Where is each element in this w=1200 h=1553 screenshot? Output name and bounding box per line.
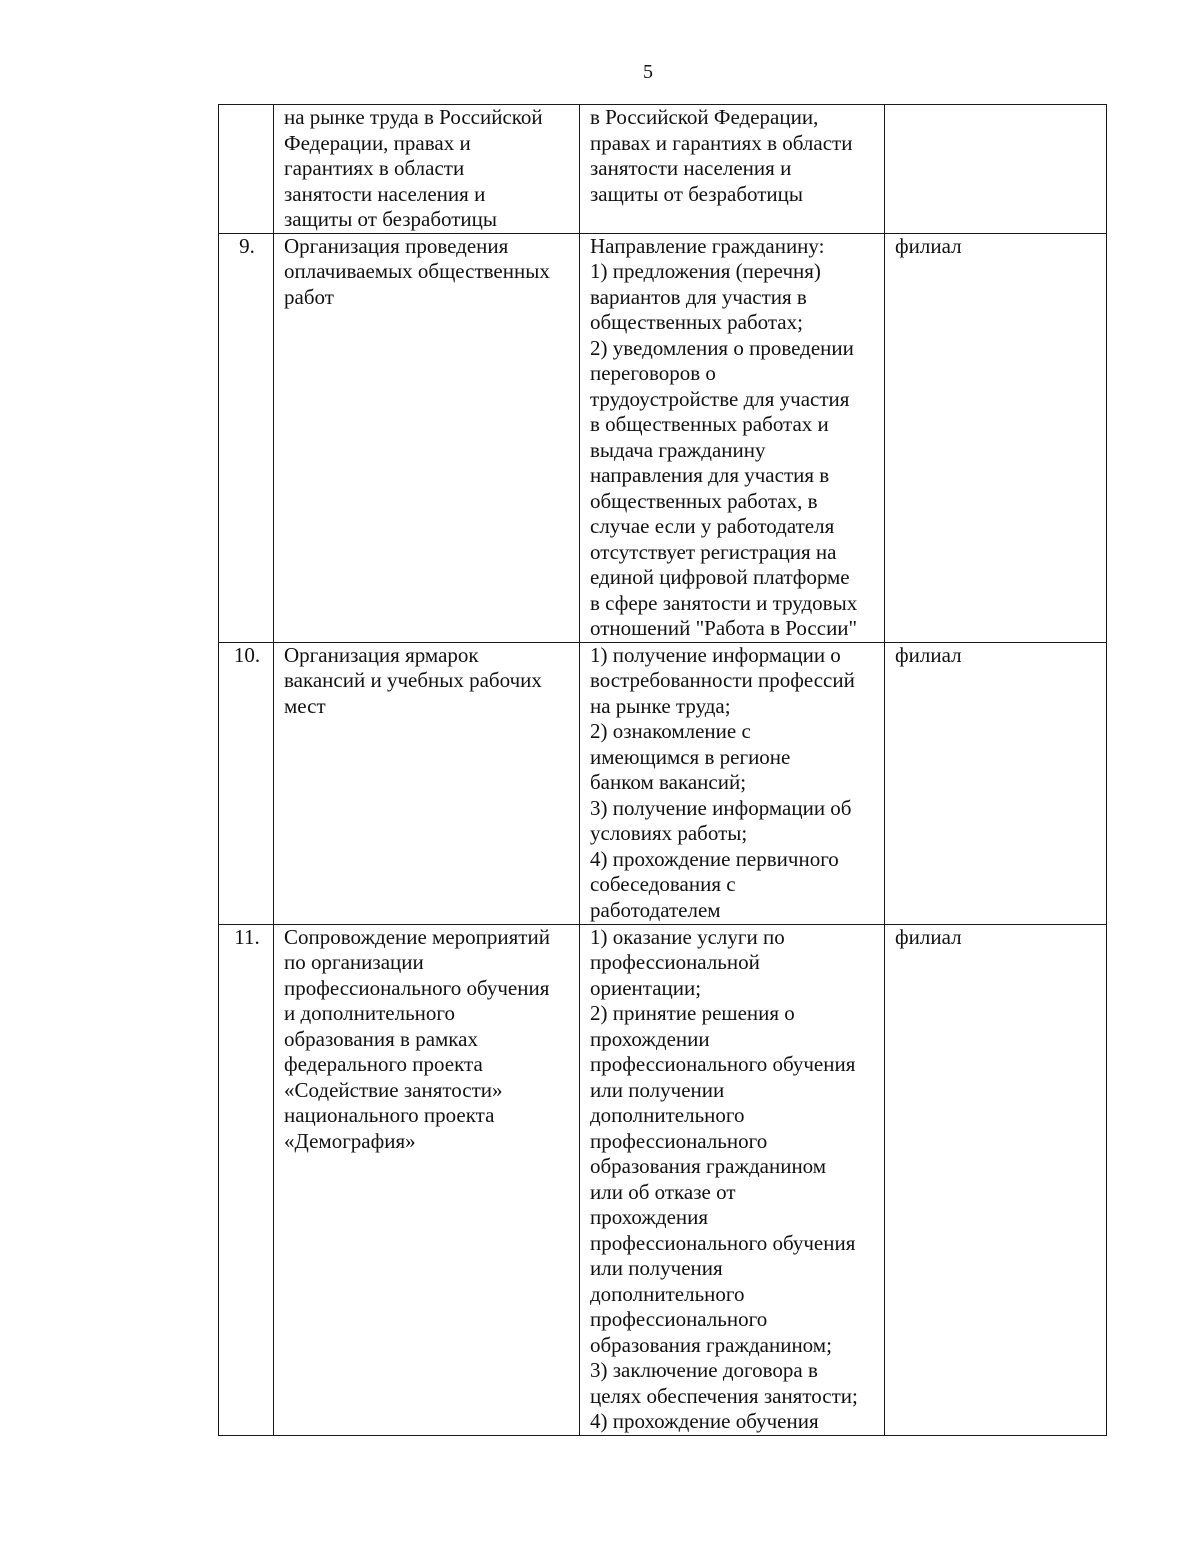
service-result-line: 3) получение информации об: [590, 795, 852, 820]
service-result-line: переговоров о: [590, 361, 716, 385]
service-name-line: на рынке труда в Российской: [284, 105, 543, 129]
service-result-line: дополнительного: [590, 1103, 745, 1127]
service-name-line: Организация ярмарок: [284, 642, 479, 667]
service-result-line: прохождения: [590, 1205, 709, 1229]
service-name-line: защиты от безработицы: [284, 207, 497, 231]
service-result-line: профессионального: [590, 1128, 768, 1153]
service-result-line: отношений "Работа в России": [590, 616, 858, 640]
service-result-line: 2) принятие решения о: [590, 1001, 795, 1025]
service-result-line: целях обеспечения занятости;: [590, 1383, 858, 1408]
table-row: [219, 924, 1107, 1435]
service-result-line: прохождении: [590, 1026, 710, 1051]
service-name-line: оплачиваемых общественных: [284, 259, 550, 283]
service-name-line: по организации: [284, 950, 424, 974]
table-row: [219, 105, 1107, 234]
service-result-line: в Российской Федерации,: [590, 105, 819, 129]
service-result-line: 1) предложения (перечня): [590, 259, 821, 283]
service-place-cell: филиал: [885, 642, 1107, 924]
service-result-line: вариантов для участия в: [590, 284, 807, 309]
service-result-line: единой цифровой платформе: [590, 565, 850, 589]
service-name-line: Организация проведения: [284, 233, 509, 258]
service-result-line: 1) получение информации о: [590, 642, 841, 667]
page-number: 5: [643, 61, 653, 83]
service-name-line: федерального проекта: [284, 1052, 483, 1076]
service-name-line: «Содействие занятости»: [284, 1077, 503, 1102]
service-result-line: занятости населения и: [590, 156, 792, 180]
service-result-line: банком вакансий;: [590, 770, 747, 794]
service-name-line: профессионального обучения: [284, 975, 550, 1000]
service-result-line: в сфере занятости и трудовых: [590, 590, 858, 615]
row-number: 10.: [219, 642, 274, 924]
row-number: 9.: [219, 233, 274, 642]
service-result-line: или об отказе от: [590, 1179, 736, 1204]
service-result-line: Направление гражданину:: [590, 233, 825, 258]
service-result-line: дополнительного: [590, 1281, 745, 1306]
services-table: [218, 104, 1107, 1436]
service-place-cell: филиал: [885, 233, 1107, 642]
service-result-line: 3) заключение договора в: [590, 1358, 818, 1382]
service-result-line: профессионального обучения: [590, 1230, 856, 1255]
service-name-line: национального проекта: [284, 1103, 495, 1127]
service-result-line: направления для участия в: [590, 463, 830, 487]
service-result-line: 4) прохождение обучения: [590, 1409, 819, 1433]
service-result-line: или получения: [590, 1256, 723, 1280]
service-name-line: и дополнительного: [284, 1001, 455, 1025]
service-result-line: имеющимся в регионе: [590, 744, 791, 769]
service-result-cell: [580, 105, 885, 234]
service-name-cell: [274, 105, 580, 234]
service-result-line: работодателем: [590, 897, 721, 922]
service-result-line: случае если у работодателя: [590, 514, 835, 538]
service-name-cell: [274, 642, 580, 924]
service-result-line: защиты от безработицы: [590, 181, 803, 206]
service-name-line: Сопровождение мероприятий: [284, 924, 550, 949]
service-result-line: трудоустройстве для участия: [590, 386, 850, 411]
service-result-line: выдача гражданину: [590, 437, 766, 462]
service-result-line: на рынке труда;: [590, 693, 731, 718]
service-result-line: 2) ознакомление с: [590, 719, 751, 743]
service-result-line: ориентации;: [590, 975, 702, 1000]
service-result-line: общественных работах;: [590, 310, 803, 334]
service-name-line: гарантиях в области: [284, 156, 465, 180]
service-name-line: работ: [284, 284, 334, 309]
service-place-cell: [885, 105, 1107, 234]
service-result-line: 1) оказание услуги по: [590, 924, 785, 949]
service-result-line: профессионального: [590, 1307, 768, 1331]
row-number: 11.: [219, 924, 274, 1435]
service-place-cell: филиал: [885, 924, 1107, 1435]
service-result-cell: [580, 924, 885, 1435]
table-row: [219, 642, 1107, 924]
service-result-line: или получении: [590, 1077, 725, 1102]
service-result-line: отсутствует регистрация на: [590, 539, 837, 564]
service-result-line: общественных работах, в: [590, 488, 818, 513]
service-result-line: в общественных работах и: [590, 412, 829, 436]
row-number: [219, 105, 274, 234]
service-result-line: профессионального обучения: [590, 1052, 856, 1076]
service-result-line: условиях работы;: [590, 821, 748, 845]
service-result-line: правах и гарантиях в области: [590, 130, 853, 155]
service-name-line: вакансий и учебных рабочих: [284, 668, 542, 692]
service-result-line: востребованности профессий: [590, 668, 855, 692]
service-name-cell: [274, 924, 580, 1435]
service-result-line: 4) прохождение первичного: [590, 846, 839, 871]
service-name-line: занятости населения и: [284, 181, 486, 206]
service-name-cell: [274, 233, 580, 642]
service-name-line: Федерации, правах и: [284, 130, 471, 155]
service-name-line: «Демография»: [284, 1128, 416, 1153]
service-result-line: образования гражданином;: [590, 1332, 832, 1357]
service-name-line: образования в рамках: [284, 1026, 479, 1051]
table-row: [219, 233, 1107, 642]
service-result-line: образования гражданином: [590, 1154, 827, 1178]
service-result-cell: [580, 233, 885, 642]
service-result-cell: [580, 642, 885, 924]
service-result-line: профессиональной: [590, 950, 760, 974]
service-name-line: мест: [284, 693, 326, 718]
service-result-line: собеседования с: [590, 872, 736, 896]
service-result-line: 2) уведомления о проведении: [590, 335, 854, 360]
